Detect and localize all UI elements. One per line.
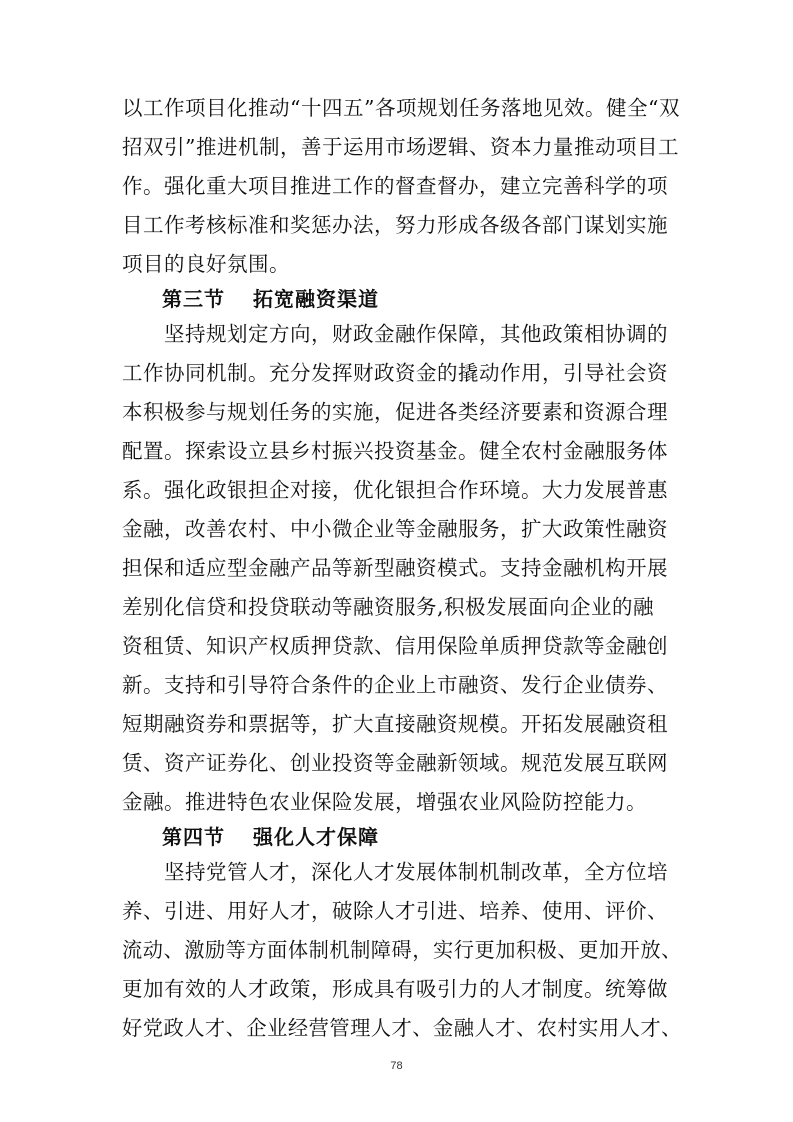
body-line: 作。强化重大项目推进工作的督查督办，建立完善科学的项 [122, 174, 668, 198]
body-line: 招双引”推进机制，善于运用市场逻辑、资本力量推动项目工 [122, 135, 679, 159]
body-line: 好党政人才、企业经营管理人才、金融人才、农村实用人才、 [122, 1016, 682, 1040]
body-line: 赁、资产证券化、创业投资等金融新领域。规范发展互联网 [122, 751, 668, 775]
section-number: 第四节 [162, 825, 225, 849]
body-line: 资租赁、知识产权质押贷款、信用保险单质押贷款等金融创 [122, 634, 668, 658]
body-line: 养、引进、用好人才，破除人才引进、培养、使用、评价、 [122, 899, 668, 923]
body-line: 目工作考核标准和奖惩办法，努力形成各级各部门谋划实施 [122, 213, 668, 237]
body-line: 金融，改善农村、中小微企业等金融服务，扩大政策性融资 [122, 517, 668, 541]
body-line: 坚持规划定方向，财政金融作保障，其他政策相协调的 [122, 322, 668, 346]
body-line: 担保和适应型金融产品等新型融资模式。支持金融机构开展 [122, 556, 668, 580]
body-line: 流动、激励等方面体制机制障碍，实行更加积极、更加开放、 [122, 938, 682, 962]
body-line: 新。支持和引导符合条件的企业上市融资、发行企业债券、 [122, 673, 668, 697]
body-line: 更加有效的人才政策，形成具有吸引力的人才制度。统筹做 [122, 977, 668, 1001]
body-line: 配置。探索设立县乡村振兴投资基金。健全农村金融服务体 [122, 439, 668, 463]
section-number: 第三节 [162, 287, 225, 311]
body-line: 项目的良好氛围。 [122, 252, 290, 276]
body-line: 差别化信贷和投贷联动等融资服务,积极发展面向企业的融 [122, 595, 655, 619]
section-heading-3 [162, 281, 379, 317]
body-line: 以工作项目化推动“十四五”各项规划任务落地见效。健全“双 [122, 96, 680, 120]
section-title: 拓宽融资渠道 [253, 287, 379, 311]
section-title: 强化人才保障 [253, 825, 379, 849]
body-line: 金融。推进特色农业保险发展，增强农业风险防控能力。 [122, 790, 647, 814]
body-line: 短期融资券和票据等，扩大直接融资规模。开拓发展融资租 [122, 712, 668, 736]
body-line: 工作协同机制。充分发挥财政资金的撬动作用，引导社会资 [122, 361, 668, 385]
section-heading-4 [162, 819, 379, 855]
page-number: 78 [390, 1060, 403, 1072]
body-line: 坚持党管人才，深化人才发展体制机制改革，全方位培 [122, 860, 668, 884]
body-line: 本积极参与规划任务的实施，促进各类经济要素和资源合理 [122, 400, 668, 424]
body-line: 系。强化政银担企对接，优化银担合作环境。大力发展普惠 [122, 478, 668, 502]
